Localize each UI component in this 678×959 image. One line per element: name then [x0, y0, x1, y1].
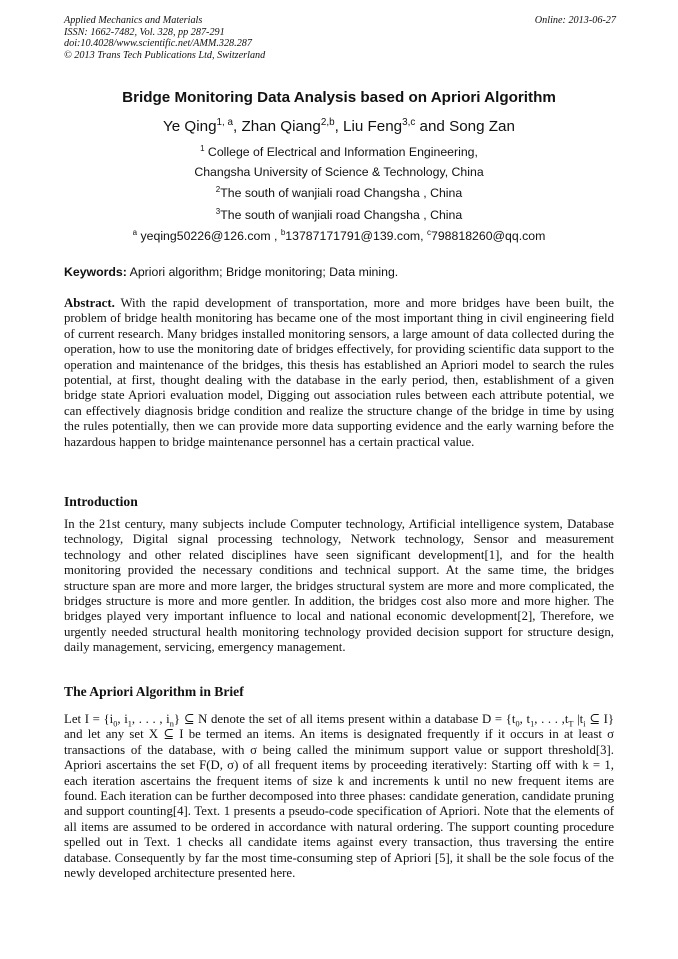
author-line	[0, 118, 678, 135]
subscript: 0	[113, 719, 118, 729]
apriori-text: , t	[519, 712, 531, 726]
apriori-text: } ⊆ N denote the set of all items present within a database D = {t	[173, 712, 516, 726]
affiliation-text: College of Electrical and Information Engineering,	[204, 145, 478, 159]
issn-line: ISSN: 1662-7482, Vol. 328, pp 287-291	[64, 26, 225, 38]
email-address: 13787171791@139.com,	[285, 229, 427, 243]
doi-line: doi:10.4028/www.scientific.net/AMM.328.287	[64, 38, 252, 50]
apriori-text: , . . . , i	[131, 712, 170, 726]
subscript: i	[583, 719, 586, 729]
author-name: Song Zan	[449, 118, 515, 135]
keywords-line	[64, 265, 398, 279]
apriori-text: , i	[117, 712, 128, 726]
journal-name: Applied Mechanics and Materials	[64, 15, 203, 26]
abstract-text: With the rapid development of transportation, more and more bridges have been built, the problem of bridge health monitoring has became one of the most important thing in civil engineering field of current research. Many bridges installed monitoring sensors, a large amount of data collected during the operation, how to use the monitoring date of bridges effectively, for providing scientific data support to the operation and maintenance of the bridges, this thesis has established an Apriori model to search the rules potential, at first, thought dealing with the database in the early period, then, establishment of a given bridge state Apriori evaluation model, Digging out association rules between each attribute potential, we can effectively diagnosis bridge condition and realize the structure change of the bridge in time by using the rules potentially, then we can provide more data supporting evidence and the early warning before the hazardous happen to bridge maintenance personnel has a certain practical value.	[64, 296, 614, 449]
apriori-text: Let I = {i	[64, 712, 114, 726]
abstract-paragraph	[64, 296, 614, 450]
author-affiliation-mark: 3,c	[402, 116, 416, 128]
author-name: Zhan Qiang	[241, 118, 321, 135]
author-separator: ,	[334, 118, 344, 135]
subscript: T	[568, 719, 574, 729]
keywords-label: Keywords:	[64, 265, 127, 279]
email-mark: c	[427, 227, 431, 237]
subscript: n	[169, 719, 174, 729]
paper-title: Bridge Monitoring Data Analysis based on Apriori Algorithm	[122, 89, 556, 106]
apriori-text: ⊆ I} and let any set X ⊆ I be termed an items. An items is designated frequently if it occurs in at least σ transactions of the database, with σ being called the minimum support value or support threshold[3]. Apriori ascertains the set F(D, σ) of all frequent items by proceeding iteratively: Starting off with k = 1, each iteration ascertains the frequent items of size k and increments k until no new frequent items are found. Each iteration can be further decomposed into three phases: candidate generation, candidate pruning and support counting[4]. Text. 1 presents a pseudo-code specification of Apriori. Note that the elements of all items are assumed to be ordered in accordance with natural ordering. The support counting procedure spelled out in Text. 1 checks all candidate items against every transaction, thus traversing the entire database. Consequently by far the most time-consuming step of Apriori [5], it shall be the sole focus of the newly developed architecture presented here.	[64, 712, 614, 881]
introduction-heading: Introduction	[64, 494, 138, 509]
affiliation-mark: 2	[215, 184, 221, 194]
keywords-text: Apriori algorithm; Bridge monitoring; Data mining.	[126, 265, 399, 279]
author-affiliation-mark: 2,b	[320, 116, 335, 128]
introduction-paragraph: In the 21st century, many subjects include Computer technology, Artificial intelligence system, Database technology, Digital signal processing technology, Network technology, Sensor and measurement technology and other related disciplines have seen significant development[1], and for the health monitoring provided the necessary conditions and technical support. At the same time, the bridges structure span are more and more larger, the bridges structural system are more and more complicated, the bridges structure is more and more gentler. In addition, the bridges cost also more and more higher. The bridges played very important influence to local and national economic development[2], Therefore, we urgently needed structural health monitoring technology provided decision support for structure design, daily management, servicing, emergency management.	[64, 517, 614, 655]
subscript: 0	[515, 719, 520, 729]
apriori-heading: The Apriori Algorithm in Brief	[64, 684, 244, 699]
subscript: 1	[530, 719, 535, 729]
author-name: Liu Feng	[343, 118, 403, 135]
online-date: Online: 2013-06-27	[534, 15, 616, 26]
subscript: 1	[127, 719, 132, 729]
author-separator: ,	[233, 118, 242, 135]
email-address: yeqing50226@126.com ,	[137, 229, 281, 243]
email-address: 798818260@qq.com	[431, 229, 546, 243]
author-affiliation-mark: 1, a	[216, 116, 233, 128]
apriori-paragraph	[64, 712, 614, 881]
affiliation-1-line-1	[0, 145, 678, 159]
author-name: Ye Qing	[163, 118, 217, 135]
email-mark: b	[280, 227, 286, 237]
apriori-text: , . . . ,t	[534, 712, 569, 726]
affiliation-mark: 1	[200, 143, 205, 153]
journal-header	[64, 15, 616, 61]
affiliation-1-line-2: Changsha University of Science & Technology, China	[194, 165, 484, 179]
affiliation-3	[0, 208, 678, 222]
affiliation-mark: 3	[215, 206, 221, 216]
copyright-line: © 2013 Trans Tech Publications Ltd, Switzerland	[64, 49, 266, 61]
affiliation-2	[0, 186, 678, 200]
author-conjunction: and	[415, 118, 450, 135]
email-mark: a	[132, 227, 138, 237]
abstract-label: Abstract.	[64, 296, 115, 310]
apriori-text: |t	[573, 712, 584, 726]
email-line	[0, 229, 678, 243]
affiliation-text: The south of wanjiali road Changsha , China	[220, 186, 463, 200]
affiliation-text: The south of wanjiali road Changsha , China	[220, 208, 463, 222]
